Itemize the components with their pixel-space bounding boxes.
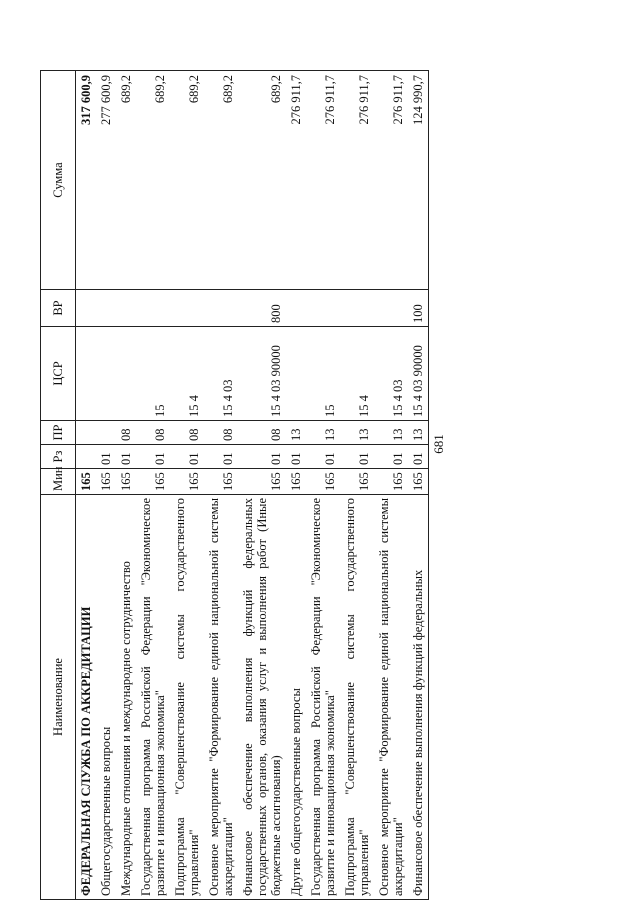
row-csr: 15 4 03 90000: [238, 327, 286, 421]
row-sum: 689,2: [238, 71, 286, 290]
row-vr: [340, 290, 374, 327]
row-name: Государственная программа Российской Федерации "Экономическое развитие и инновационная экономика": [136, 495, 170, 900]
row-min: 165: [136, 469, 170, 495]
row-rz: 01: [340, 445, 374, 469]
row-name: Другие общегосударственные вопросы: [286, 495, 306, 900]
row-min: 165: [204, 469, 238, 495]
row-pr: [96, 421, 116, 445]
column-header-name: Наименование: [41, 495, 76, 900]
row-csr: 15 4 03: [374, 327, 408, 421]
row-sum: 276 911,7: [374, 71, 408, 290]
row-sum: 689,2: [204, 71, 238, 290]
row-csr: [286, 327, 306, 421]
row-sum: 317 600,9: [76, 71, 97, 290]
row-name: Международные отношения и международное сотрудничество: [116, 495, 136, 900]
page-number: 681: [431, 434, 446, 454]
row-min: 165: [408, 469, 429, 495]
row-vr: [76, 290, 97, 327]
row-name: Финансовое обеспечение выполнения функций федеральных: [408, 495, 429, 900]
row-csr: 15 4: [340, 327, 374, 421]
row-pr: 08: [136, 421, 170, 445]
table-row: [374, 71, 408, 900]
column-header-vr: ВР: [41, 290, 76, 327]
row-vr: [116, 290, 136, 327]
row-vr: [286, 290, 306, 327]
row-rz: 01: [306, 445, 340, 469]
table-row: [306, 71, 340, 900]
row-pr: 08: [238, 421, 286, 445]
column-header-csr: ЦСР: [41, 327, 76, 421]
row-pr: 13: [374, 421, 408, 445]
row-pr: 08: [116, 421, 136, 445]
row-csr: 15 4 03 90000: [408, 327, 429, 421]
row-vr: [136, 290, 170, 327]
row-vr: [96, 290, 116, 327]
table-row: [204, 71, 238, 900]
table-row: [136, 71, 170, 900]
row-min: 165: [374, 469, 408, 495]
row-vr: [306, 290, 340, 327]
table-row: [238, 71, 286, 900]
row-name: Подпрограмма "Совершенствование системы государственного управления": [170, 495, 204, 900]
row-name: Основное мероприятие "Формирование единой национальной системы аккредитации": [204, 495, 238, 900]
table-header-row: [41, 71, 76, 900]
row-name: Финансовое обеспечение выполнения функций федеральных государственных органов, оказания услуг и выполнения работ (Иные бюджетные ассигнования): [238, 495, 286, 900]
row-rz: 01: [374, 445, 408, 469]
row-sum: 276 911,7: [286, 71, 306, 290]
row-pr: 08: [170, 421, 204, 445]
row-min: 165: [76, 469, 97, 495]
row-sum: 689,2: [170, 71, 204, 290]
table-row: [96, 71, 116, 900]
row-rz: 01: [286, 445, 306, 469]
table-row: [76, 71, 97, 900]
row-min: 165: [96, 469, 116, 495]
row-min: 165: [116, 469, 136, 495]
row-name: Общегосударственные вопросы: [96, 495, 116, 900]
row-sum: 276 911,7: [306, 71, 340, 290]
row-rz: 01: [136, 445, 170, 469]
row-sum: 689,2: [136, 71, 170, 290]
row-pr: 13: [408, 421, 429, 445]
row-csr: [96, 327, 116, 421]
row-min: 165: [286, 469, 306, 495]
row-rz: [76, 445, 97, 469]
row-rz: 01: [170, 445, 204, 469]
row-vr: [170, 290, 204, 327]
row-csr: 15 4: [170, 327, 204, 421]
row-csr: [116, 327, 136, 421]
row-rz: 01: [408, 445, 429, 469]
row-name: Подпрограмма "Совершенствование системы государственного управления": [340, 495, 374, 900]
row-name: ФЕДЕРАЛЬНАЯ СЛУЖБА ПО АККРЕДИТАЦИИ: [76, 495, 97, 900]
row-pr: [76, 421, 97, 445]
rotated-page: [40, 71, 605, 900]
table-row: [408, 71, 429, 900]
row-name: Государственная программа Российской Федерации "Экономическое развитие и инновационная экономика": [306, 495, 340, 900]
row-csr: 15: [306, 327, 340, 421]
row-csr: 15 4 03: [204, 327, 238, 421]
row-pr: 13: [306, 421, 340, 445]
row-sum: 277 600,9: [96, 71, 116, 290]
row-vr: [374, 290, 408, 327]
row-csr: [76, 327, 97, 421]
row-sum: 276 911,7: [340, 71, 374, 290]
row-csr: 15: [136, 327, 170, 421]
row-pr: 13: [340, 421, 374, 445]
row-sum: 124 990,7: [408, 71, 429, 290]
table-row: [116, 71, 136, 900]
row-rz: 01: [116, 445, 136, 469]
row-vr: 100: [408, 290, 429, 327]
row-min: 165: [306, 469, 340, 495]
row-vr: [204, 290, 238, 327]
table-row: [170, 71, 204, 900]
table-row: [340, 71, 374, 900]
row-rz: 01: [204, 445, 238, 469]
column-header-sum: Сумма: [41, 71, 76, 290]
column-header-min: Мин: [41, 469, 76, 495]
table-row: [286, 71, 306, 900]
row-pr: 08: [204, 421, 238, 445]
row-rz: 01: [96, 445, 116, 469]
row-min: 165: [238, 469, 286, 495]
row-min: 165: [340, 469, 374, 495]
row-rz: 01: [238, 445, 286, 469]
row-name: Основное мероприятие "Формирование единой национальной системы аккредитации": [374, 495, 408, 900]
budget-table: [40, 70, 429, 900]
row-pr: 13: [286, 421, 306, 445]
row-sum: 689,2: [116, 71, 136, 290]
row-vr: 800: [238, 290, 286, 327]
column-header-pr: ПР: [41, 421, 76, 445]
row-min: 165: [170, 469, 204, 495]
column-header-rz: Рз: [41, 445, 76, 469]
